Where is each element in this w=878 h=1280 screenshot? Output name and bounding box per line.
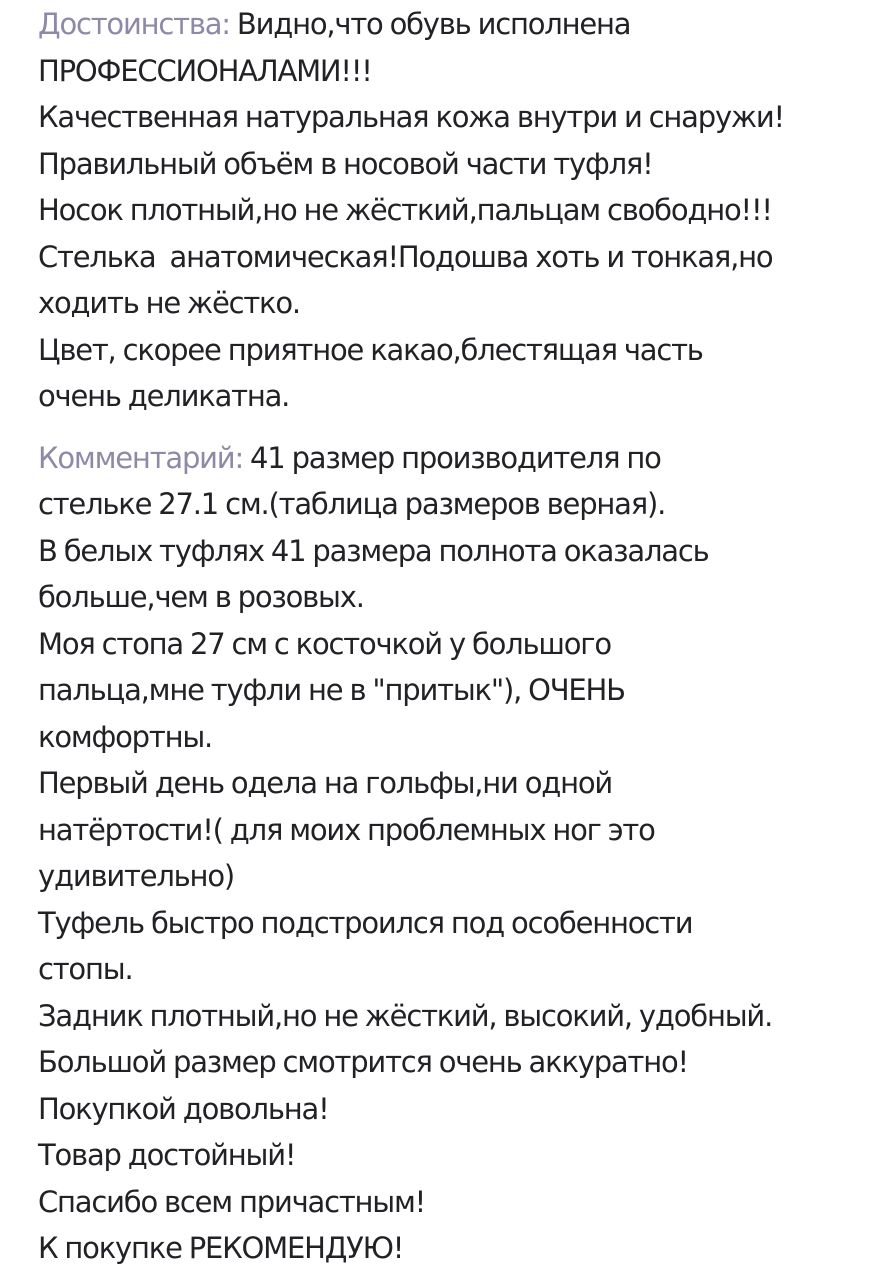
comment-text-line: стопы.: [38, 952, 133, 986]
comment-text-line: больше,чем в розовых.: [38, 580, 364, 614]
comment-first-line: [38, 435, 873, 482]
comment-text-line: Первый день одела на гольфы,ни одной: [38, 766, 613, 800]
advantages-label: Достоинства:: [38, 7, 230, 41]
comment-text-line: комфортны.: [38, 719, 213, 754]
comment-text-line: 41 размер производителя по: [243, 440, 661, 475]
advantages-first-line: [38, 1, 873, 48]
advantages-text-line: Видно,что обувь исполнена: [229, 7, 631, 41]
advantages-text-line: Правильный объём в носовой части туфля!: [38, 146, 653, 181]
comment-text-line: К покупке РЕКОМЕНДУЮ!: [38, 1231, 404, 1265]
comment-text-line: натёртости!( для моих проблемных ног это: [38, 812, 655, 847]
comment-text-line: Товар достойный!: [38, 1138, 296, 1172]
comment-text-line: Спасибо всем причастным!: [38, 1184, 426, 1219]
review-text: [38, 0, 873, 1272]
advantages-text-line: Качественная натуральная кожа внутри и снаружи!: [38, 100, 784, 134]
comment-section: [38, 435, 873, 1272]
advantages-text-line: очень деликатна.: [38, 379, 290, 413]
advantages-text-line: Цвет, скорее приятное какао,блестящая часть: [38, 332, 703, 367]
advantages-text-line: ходить не жёстко.: [38, 286, 300, 320]
comment-label: Комментарий:: [38, 440, 244, 475]
comment-text-line: Большой размер смотрится очень аккуратно!: [38, 1045, 688, 1079]
advantages-text-line: Носок плотный,но не жёсткий,пальцам свободно!!!: [38, 193, 772, 227]
comment-text-line: Туфель быстро подстроился под особенности: [38, 905, 693, 940]
comment-text-line: удивительно): [38, 859, 234, 893]
advantages-text-line: Стелька анатомическая!Подошва хоть и тонкая,но: [38, 239, 773, 274]
advantages-text-line: ПРОФЕССИОНАЛАМИ!!!: [38, 53, 372, 88]
comment-text-line: Покупкой довольна!: [38, 1091, 329, 1126]
advantages-section: [38, 0, 873, 420]
comment-text-line: Задник плотный,но не жёсткий, высокий, удобный.: [38, 998, 773, 1033]
comment-text-line: пальца,мне туфли не в "притык"), ОЧЕНЬ: [38, 673, 625, 707]
comment-text-line: Моя стопа 27 см с косточкой у большого: [38, 626, 611, 661]
comment-text-line: В белых туфлях 41 размера полнота оказалась: [38, 533, 709, 568]
comment-text-line: стельке 27.1 см.(таблица размеров верная).: [38, 487, 666, 521]
